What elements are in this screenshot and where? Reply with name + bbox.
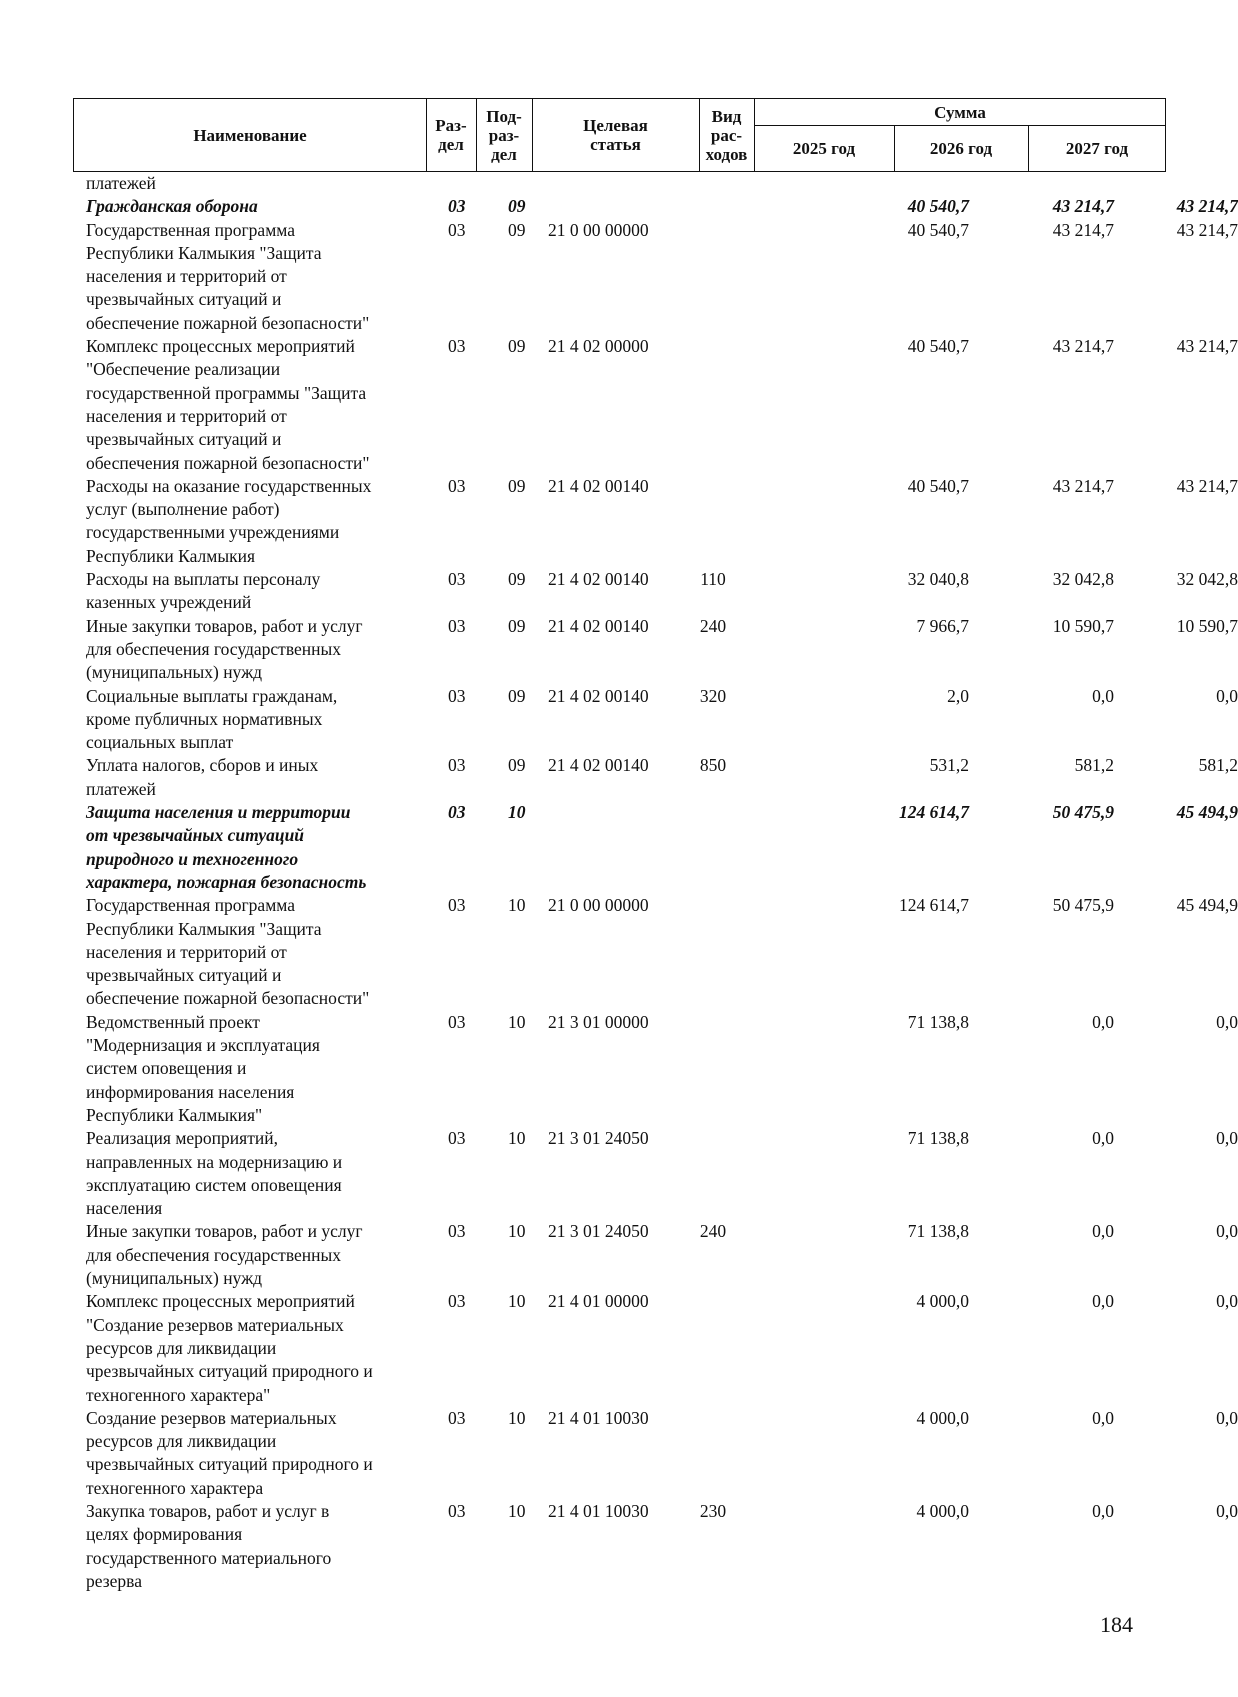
cell-name: Государственная программа Республики Калмыкия "Защита населения и территорий от чрезвычайных ситуаций и обеспечение пожарной безопасности": [86, 219, 370, 333]
cell-2027: 45 494,9: [1176, 895, 1238, 916]
cell-razdel: 03: [448, 1128, 466, 1149]
cell-2025: 124 614,7: [899, 802, 969, 823]
cell-2025: 40 540,7: [907, 475, 969, 496]
cell-2027: 0,0: [1216, 1128, 1238, 1149]
cell-2026: 0,0: [1092, 1407, 1114, 1428]
cell-name: Гражданская оборона: [86, 196, 258, 217]
cell-2027: 45 494,9: [1176, 802, 1238, 823]
table-row: [86, 685, 1238, 755]
table-row: [86, 475, 1238, 568]
cell-2025: 71 138,8: [907, 1221, 969, 1242]
cell-2026: 43 214,7: [1052, 336, 1114, 357]
header-2025: 2025 год: [792, 138, 856, 158]
table-row: [86, 754, 1238, 801]
cell-2025: 2,0: [947, 685, 969, 706]
cell-celevaya: 21 0 00 00000: [548, 219, 649, 240]
cell-2026: 43 214,7: [1052, 475, 1114, 496]
cell-celevaya: 21 4 01 10030: [548, 1407, 649, 1428]
cell-name: Иные закупки товаров, работ и услуг для обеспечения государственных (муниципальных) нужд: [86, 615, 363, 683]
table-header: [73, 98, 1166, 172]
table-row: [86, 1127, 1238, 1220]
cell-2026: 0,0: [1092, 1501, 1114, 1521]
cell-razdel: 03: [448, 755, 466, 776]
cell-celevaya: 21 4 02 00140: [548, 685, 649, 706]
cell-celevaya: 21 4 02 00000: [548, 336, 649, 357]
cell-podrazdel: 10: [508, 1128, 526, 1149]
cell-podrazdel: 10: [508, 1501, 526, 1521]
cell-name: Государственная программа Республики Калмыкия "Защита населения и территорий от чрезвычайных ситуаций и обеспечение пожарной безопасности": [86, 895, 370, 1009]
cell-podrazdel: 10: [508, 1407, 526, 1428]
cell-celevaya: 21 3 01 24050: [548, 1221, 649, 1242]
cell-podrazdel: 09: [508, 475, 526, 496]
header-celevaya: Целевая статья: [583, 116, 648, 154]
cell-razdel: 03: [448, 1501, 466, 1521]
cell-2027: 0,0: [1216, 1221, 1238, 1242]
cell-razdel: 03: [448, 1011, 466, 1032]
cell-name: Иные закупки товаров, работ и услуг для обеспечения государственных (муниципальных) нужд: [86, 1221, 363, 1289]
cell-podrazdel: 10: [508, 1221, 526, 1242]
cell-name: Защита населения и территории от чрезвычайных ситуаций природного и техногенного характера, пожарная безопасность: [86, 802, 367, 892]
cell-podrazdel: 09: [508, 196, 526, 217]
cell-2025: 7 966,7: [916, 615, 969, 636]
cell-razdel: 03: [448, 1221, 466, 1242]
cell-celevaya: 21 3 01 24050: [548, 1128, 649, 1149]
cell-2026: 50 475,9: [1052, 895, 1114, 916]
cell-podrazdel: 10: [508, 895, 526, 916]
cell-name: Реализация мероприятий, направленных на модернизацию и эксплуатацию систем оповещения населения: [86, 1128, 343, 1219]
cell-celevaya: 21 3 01 00000: [548, 1011, 649, 1032]
cell-vid: 240: [699, 615, 727, 636]
table-row: [86, 568, 1238, 615]
cell-2025: 71 138,8: [907, 1128, 969, 1149]
header-2027: 2027 год: [1065, 138, 1129, 158]
table-row: [86, 335, 1238, 475]
cell-2025: 4 000,0: [916, 1407, 969, 1428]
cell-name: Расходы на выплаты персоналу казенных учреждений: [86, 569, 321, 613]
cell-2026: 0,0: [1092, 1291, 1114, 1312]
cell-razdel: 03: [448, 1291, 466, 1312]
cell-2025: 4 000,0: [916, 1501, 969, 1521]
cell-razdel: 03: [448, 219, 466, 240]
cell-podrazdel: 10: [508, 1291, 526, 1312]
table-body: [86, 172, 1238, 1593]
cell-podrazdel: 09: [508, 685, 526, 706]
cell-2026: 43 214,7: [1052, 219, 1114, 240]
cell-celevaya: 21 4 02 00140: [548, 755, 649, 776]
cell-2027: 0,0: [1216, 685, 1238, 706]
table-row: [86, 801, 1238, 894]
cell-razdel: 03: [448, 475, 466, 496]
cell-razdel: 03: [448, 569, 466, 590]
cell-2026: 32 042,8: [1052, 569, 1114, 590]
cell-razdel: 03: [448, 895, 466, 916]
cell-2027: 0,0: [1216, 1011, 1238, 1032]
table-row: [86, 1290, 1238, 1407]
cell-2027: 10 590,7: [1176, 615, 1238, 636]
cell-2025: 32 040,8: [907, 569, 969, 590]
cell-podrazdel: 09: [508, 755, 526, 776]
header-razdel: Раз- дел: [435, 116, 467, 154]
table-row: [86, 1220, 1238, 1290]
cell-2027: 32 042,8: [1176, 569, 1238, 590]
cell-podrazdel: 10: [508, 1011, 526, 1032]
header-podrazdel: Под- раз- дел: [486, 106, 522, 164]
header-vid: Вид рас- ходов: [705, 106, 748, 164]
cell-podrazdel: 10: [508, 802, 526, 823]
cell-celevaya: 21 4 02 00140: [548, 569, 649, 590]
cell-name: Социальные выплаты гражданам, кроме публичных нормативных социальных выплат: [86, 685, 338, 753]
cell-vid: 240: [699, 1221, 727, 1242]
cell-celevaya: 21 0 00 00000: [548, 895, 649, 916]
cell-vid: 110: [700, 569, 726, 590]
cell-2025: 71 138,8: [907, 1011, 969, 1032]
cell-podrazdel: 09: [508, 219, 526, 240]
cell-vid: 320: [699, 685, 727, 706]
table-row: [86, 1011, 1238, 1128]
cell-name: Комплекс процессных мероприятий "Создание резервов материальных ресурсов для ликвидации чрезвычайных ситуаций природного и техногенного характера": [86, 1291, 373, 1405]
cell-2027: 43 214,7: [1176, 475, 1238, 496]
cell-2026: 0,0: [1092, 1128, 1114, 1149]
cell-2025: 40 540,7: [907, 196, 969, 217]
cell-vid: 850: [699, 755, 727, 776]
cell-name: платежей: [86, 173, 156, 193]
cell-2025: 40 540,7: [907, 219, 969, 240]
cell-razdel: 03: [448, 685, 466, 706]
table-row: [86, 195, 1238, 218]
cell-2025: 124 614,7: [899, 895, 969, 916]
cell-razdel: 03: [448, 802, 466, 823]
header-summa: Сумма: [934, 102, 986, 122]
cell-2026: 43 214,7: [1052, 196, 1114, 217]
header-2026: 2026 год: [929, 138, 993, 158]
header-name: Наименование: [193, 125, 307, 145]
cell-2027: 0,0: [1216, 1407, 1238, 1428]
cell-2026: 0,0: [1092, 1221, 1114, 1242]
cell-2026: 10 590,7: [1052, 615, 1114, 636]
cell-podrazdel: 09: [508, 336, 526, 357]
cell-celevaya: 21 4 02 00140: [548, 615, 649, 636]
cell-name: Создание резервов материальных ресурсов для ликвидации чрезвычайных ситуаций природного и техногенного характера: [86, 1407, 373, 1498]
cell-razdel: 03: [448, 615, 466, 636]
cell-razdel: 03: [448, 336, 466, 357]
cell-2027: 0,0: [1216, 1501, 1238, 1521]
cell-2027: 581,2: [1198, 755, 1238, 776]
cell-2027: 0,0: [1216, 1291, 1238, 1312]
cell-2027: 43 214,7: [1176, 219, 1238, 240]
cell-celevaya: 21 4 01 00000: [548, 1291, 649, 1312]
table-row: [86, 894, 1238, 1011]
cell-vid: 230: [699, 1501, 727, 1521]
cell-2026: 581,2: [1074, 755, 1114, 776]
table-row: [86, 1500, 1238, 1593]
cell-celevaya: 21 4 02 00140: [548, 475, 649, 496]
cell-2026: 0,0: [1092, 685, 1114, 706]
page-number: 184: [1100, 1612, 1133, 1637]
table-row: [86, 1407, 1238, 1500]
cell-podrazdel: 09: [508, 615, 526, 636]
table-row: [86, 615, 1238, 685]
cell-2025: 531,2: [929, 755, 969, 776]
cell-2026: 50 475,9: [1052, 802, 1114, 823]
cell-razdel: 03: [448, 196, 466, 217]
cell-2025: 4 000,0: [916, 1291, 969, 1312]
cell-name: Ведомственный проект "Модернизация и эксплуатация систем оповещения и информирования населения Республики Калмыкия": [86, 1011, 320, 1125]
cell-name: Комплекс процессных мероприятий "Обеспечение реализации государственной программы "Защита населения и территорий от чрезвычайных ситуаций и обеспечения пожарной безопасности": [86, 336, 370, 473]
table-row: [86, 172, 1166, 195]
cell-2026: 0,0: [1092, 1011, 1114, 1032]
cell-razdel: 03: [448, 1407, 466, 1428]
cell-name: Уплата налогов, сборов и иных платежей: [86, 755, 319, 799]
cell-celevaya: 21 4 01 10030: [548, 1501, 649, 1521]
cell-2027: 43 214,7: [1176, 336, 1238, 357]
cell-podrazdel: 09: [508, 569, 526, 590]
cell-2027: 43 214,7: [1176, 196, 1238, 217]
cell-2025: 40 540,7: [907, 336, 969, 357]
cell-name: Расходы на оказание государственных услуг (выполнение работ) государственными учреждениями Республики Калмыкия: [86, 475, 372, 566]
table-row: [86, 219, 1238, 336]
cell-name: Закупка товаров, работ и услуг в целях формирования государственного материального резерва: [86, 1501, 332, 1591]
